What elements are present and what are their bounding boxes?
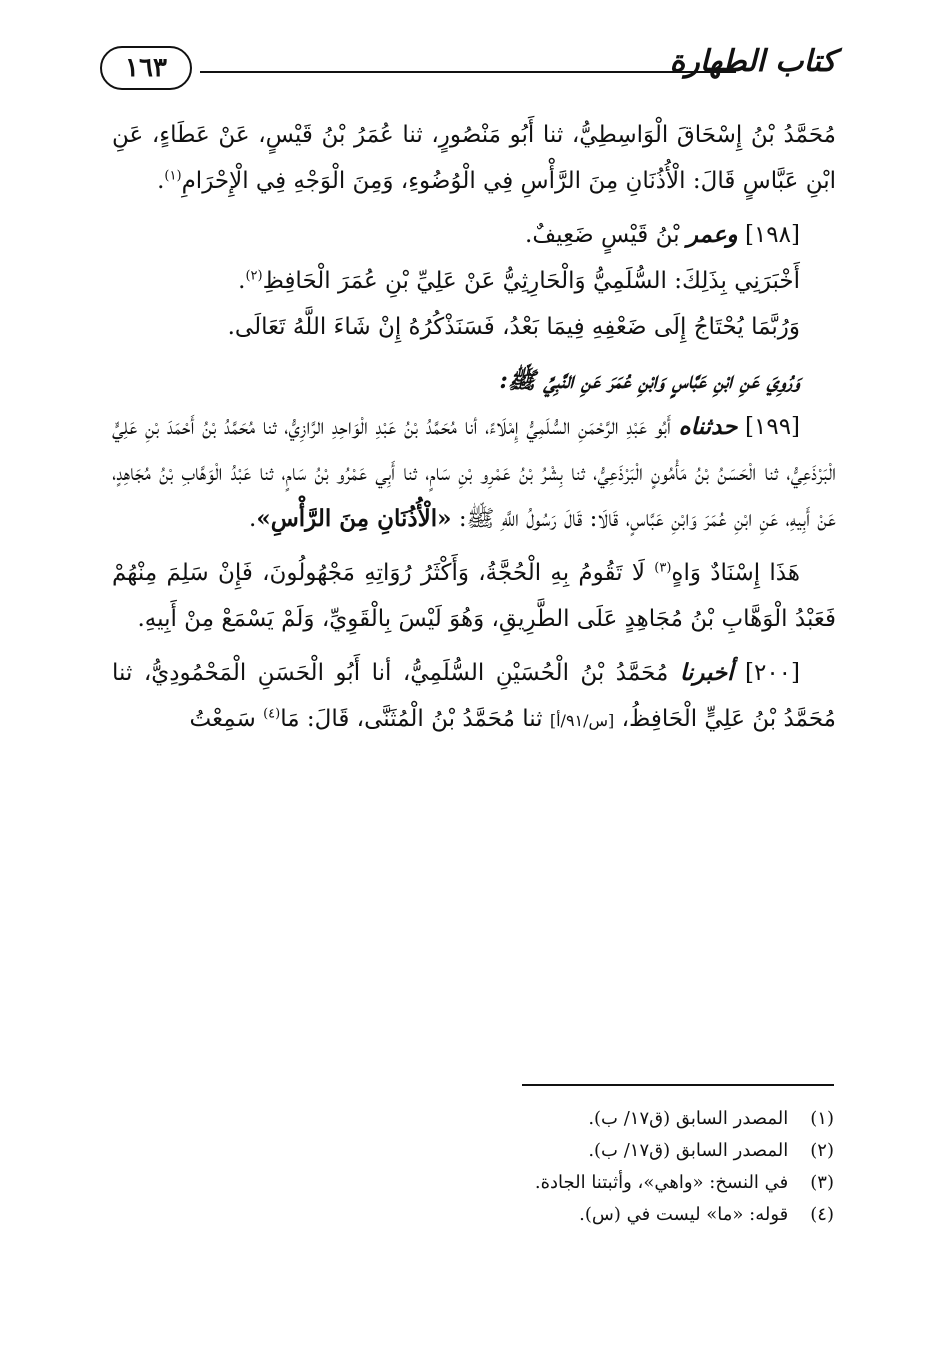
footnote-mark: (٣): [810, 1172, 834, 1193]
page-number: ١٦٣: [100, 46, 192, 90]
manuscript-page-ref: [س/٩١/أ]: [549, 711, 615, 730]
footnote-item: [112, 1136, 834, 1166]
paragraph-text: أَخْبَرَنِي بِذَلِكَ: السُّلَمِيُّ وَالْحَارِثِيُّ عَنْ عَلِيِّ بْنِ عُمَرَ الْحَافِظِ: [262, 268, 800, 294]
footnote-text: قوله: «ما» ليست في (س).: [579, 1204, 789, 1225]
paragraph-7: [112, 550, 836, 642]
footnote-item: [112, 1104, 834, 1134]
footnote-item: [112, 1200, 834, 1230]
page-body: [112, 112, 836, 744]
paragraph-end: .: [249, 506, 257, 532]
paragraph-200: [112, 650, 836, 744]
paragraph-text-cont: ثنا مُحَمَّدُ بْنُ الْمُثَنَّى، قَالَ: مَا: [280, 706, 543, 732]
paragraph-3: [112, 258, 836, 304]
entry-keyword: وعمر: [686, 221, 738, 248]
footnote-text: في النسخ: «واهي»، وأثبتنا الجادة.: [534, 1172, 789, 1193]
section-heading: [112, 358, 836, 404]
paragraph-text: مُحَمَّدُ بْنُ إِسْحَاقَ الْوَاسِطِيُّ، ثنا أَبُو مَنْصُورٍ، ثنا عُمَرُ بْنُ قَيْسٍ، عَنْ عَطَاءٍ، عَنِ ابْنِ عَبَّاسٍ قَالَ: الْأُذُنَانِ مِنَ الرَّأْسِ فِي الْوُضُوءِ، وَمِنَ الْوَجْهِ فِي الْإِحْرَامِ: [112, 122, 836, 194]
paragraph-end: .: [157, 168, 165, 194]
paragraph-199: [112, 404, 836, 542]
paragraph-4: [112, 304, 836, 350]
footnote-mark: (١): [810, 1108, 834, 1129]
footnote-ref: (٣): [654, 560, 672, 576]
heading-text: وَرُوِيَ عَنِ ابْنِ عَبَّاسٍ وَابْنِ عُمَرَ عَنِ النَّبِيِّ ﷺ:: [499, 367, 800, 394]
footnote-ref: (٤): [263, 706, 281, 722]
footnote-ref: (٢): [245, 268, 263, 284]
paragraph-text-cont: لَا تَقُومُ بِهِ الْحُجَّةُ، وَأَكْثَرُ رُوَاتِهِ مَجْهُولُونَ، فَإِنْ سَلِمَ مِنْهُمْ فَعَبْدُ الْوَهَّابِ بْنُ مُجَاهِدٍ عَلَى الطَّرِيقِ، وَهُوَ لَيْسَ بِالْقَوِيِّ، وَلَمْ يَسْمَعْ مِنْ أَبِيهِ.: [112, 560, 836, 632]
hadith-quote: «الْأُذُنَانِ مِنَ الرَّأْسِ»: [256, 505, 452, 532]
entry-number: [٢٠٠]: [744, 660, 801, 686]
entry-keyword: أخبرنا: [679, 659, 734, 686]
paragraph-text: هَذَا إِسْنَادٌ وَاهٍ: [671, 560, 800, 586]
page-header: [100, 38, 836, 98]
paragraph-1: [112, 112, 836, 204]
footnotes: [112, 1104, 834, 1232]
running-title: كتاب الطهارة: [669, 44, 836, 79]
paragraph-text: وَرُبَّمَا يُحْتَاجُ إِلَى ضَعْفِهِ فِيمَا بَعْدُ، فَسَنَذْكُرُهُ إِنْ شَاءَ اللَّهُ تَعَالَى.: [227, 314, 800, 340]
paragraph-text: مُحَمَّدُ بْنُ الْحُسَيْنِ السُّلَمِيُّ، أنا أَبُو الْحَسَنِ الْمَحْمُودِيُّ، ثنا مُحَمَّدُ بْنُ عَلِيٍّ الْحَافِظُ،: [112, 660, 836, 732]
footnote-item: [112, 1168, 834, 1198]
footnote-mark: (٢): [810, 1140, 834, 1161]
paragraph-text: أَبُو عَبْدِ الرَّحْمَنِ السُّلَمِيُّ إِمْلَاءً، أنا مُحَمَّدُ بْنُ عَبْدِ الْوَاحِدِ الرَّازِيُّ، ثنا مُحَمَّدُ بْنُ أَحْمَدَ بْنِ عَلِيٍّ الْبَرْذَعِيُّ، ثنا الْحَسَنُ بْنُ مَأْمُونٍ الْبَرْذَعِيُّ، ثنا بِشْرُ بْنُ عَمْرِو بْنِ سَامٍ، ثنا أَبِي عَمْرُو بْنُ سَامٍ، ثنا عَبْدُ الْوَهَّابِ بْنُ مُجَاهِدٍ، عَنْ أَبِيهِ، عَنِ ابْنِ عُمَرَ وَابْنِ عَبَّاسٍ، قَالَا: قَالَ رَسُولُ اللَّهِ ﷺ:: [112, 414, 836, 532]
header-rule: [200, 71, 736, 73]
entry-number: [١٩٨]: [744, 222, 800, 248]
paragraph-end: .: [238, 268, 246, 294]
footnote-text: المصدر السابق (ق١٧/ ب).: [588, 1108, 789, 1129]
footnote-text: المصدر السابق (ق١٧/ ب).: [588, 1140, 789, 1161]
paragraph-text-end: سَمِعْتُ: [189, 706, 256, 732]
entry-number: [١٩٩]: [745, 414, 801, 440]
footnote-rule: [522, 1084, 834, 1086]
paragraph-text: بْنُ قَيْسٍ ضَعِيفٌ.: [525, 222, 680, 248]
footnote-mark: (٤): [810, 1204, 834, 1225]
footnote-ref: (١): [164, 168, 182, 184]
paragraph-198: [112, 212, 836, 258]
entry-keyword: حدثناه: [678, 413, 738, 440]
